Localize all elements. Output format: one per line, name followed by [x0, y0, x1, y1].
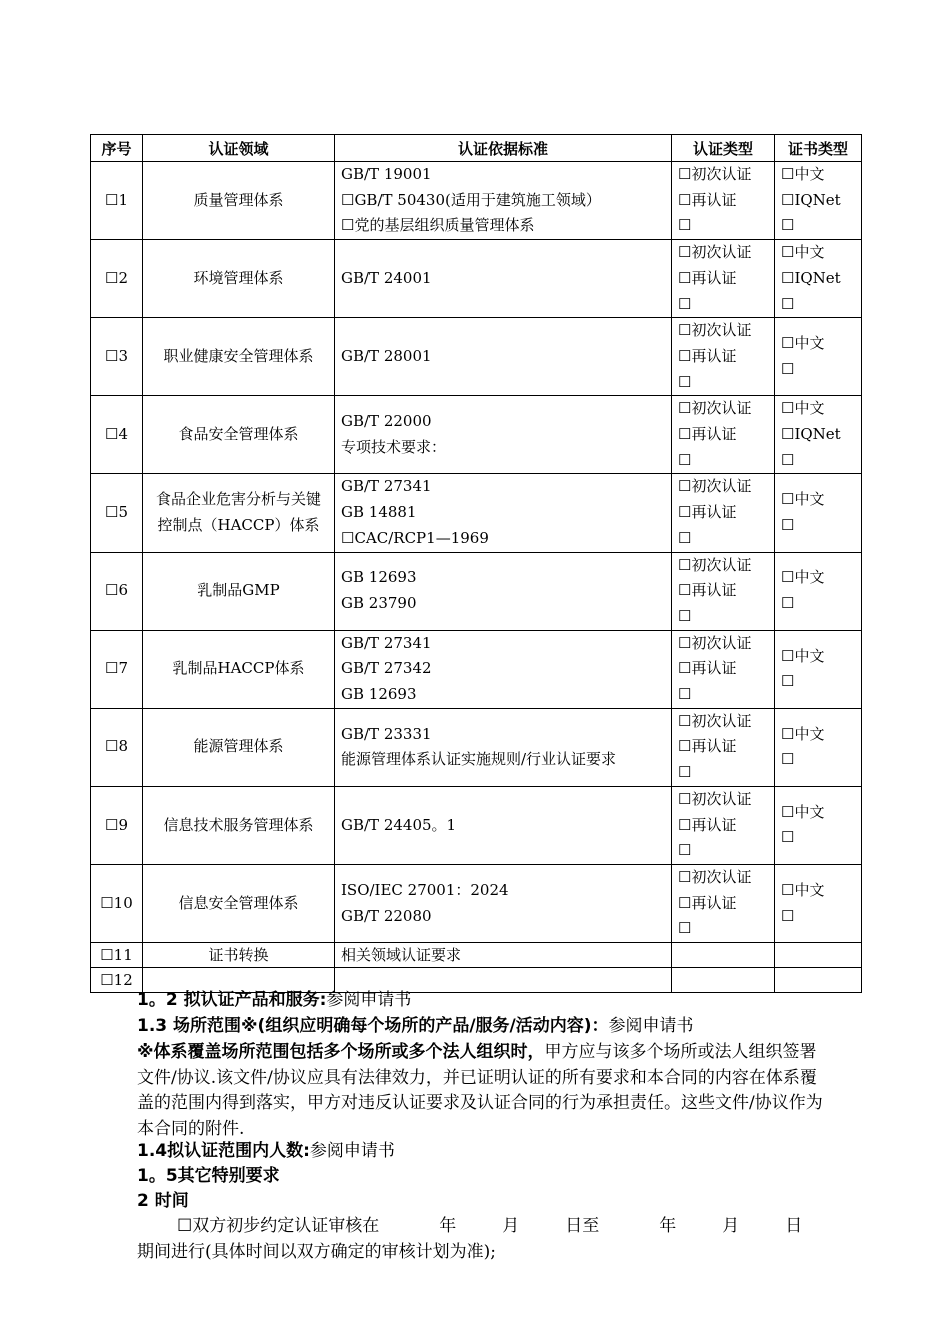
row-number-checkbox[interactable]: ☐9 — [91, 786, 143, 864]
cert-field: 食品安全管理体系 — [143, 396, 335, 474]
row-number-checkbox[interactable]: ☐12 — [91, 968, 143, 993]
section-1-4-value: 参阅申请书 — [309, 1141, 395, 1161]
table-row — [91, 630, 862, 708]
section-1-4 — [137, 1139, 827, 1165]
time-agreement-cont — [137, 1240, 827, 1266]
cert-standards — [335, 864, 672, 942]
section-2 — [137, 1189, 827, 1215]
certificate-type-checkbox[interactable]: ☐ — [781, 672, 795, 691]
multi-site-note — [137, 1040, 827, 1142]
cert-type-checkbox[interactable]: ☐ — [678, 919, 692, 938]
cert-type-checkbox[interactable]: ☐初次认证 — [678, 321, 752, 340]
time-year-2: 年 — [659, 1216, 677, 1236]
certificate-type-checkbox[interactable]: ☐ — [781, 359, 795, 378]
section-1-5-label: 1。5其它特别要求 — [137, 1166, 280, 1186]
cert-type-checkbox[interactable]: ☐ — [678, 606, 692, 625]
cert-type-options — [672, 474, 775, 552]
standard-line: ☐CAC/RCP1—1969 — [341, 528, 489, 547]
standard-line: GB 23790 — [341, 594, 417, 613]
cert-type-options — [672, 786, 775, 864]
table-row — [91, 708, 862, 786]
row-number-checkbox[interactable]: ☐10 — [91, 864, 143, 942]
certificate-type-checkbox[interactable]: ☐中文 — [781, 646, 825, 665]
certificate-type-checkbox[interactable]: ☐ — [781, 216, 795, 235]
table-header-row — [91, 135, 862, 162]
cert-type-checkbox[interactable]: ☐再认证 — [678, 581, 737, 600]
standard-line: 能源管理体系认证实施规则/行业认证要求 — [341, 750, 617, 769]
certificate-type-options — [775, 474, 862, 552]
certificate-type-checkbox[interactable]: ☐中文 — [781, 490, 825, 509]
header-field: 认证领域 — [143, 135, 335, 162]
certificate-type-checkbox[interactable]: ☐ — [781, 906, 795, 925]
row-number-checkbox[interactable]: ☐7 — [91, 630, 143, 708]
table-row — [91, 240, 862, 318]
header-certificate-type: 证书类型 — [775, 135, 862, 162]
standard-line: GB/T 22000 — [341, 412, 432, 431]
certificate-type-checkbox[interactable]: ☐中文 — [781, 243, 825, 262]
certificate-type-options — [775, 396, 862, 474]
certificate-type-options — [775, 708, 862, 786]
time-year-1: 年 — [439, 1216, 457, 1236]
standard-line: GB/T 19001 — [341, 165, 432, 183]
cert-type-checkbox[interactable]: ☐再认证 — [678, 659, 737, 678]
cert-type-checkbox[interactable]: ☐初次认证 — [678, 711, 752, 730]
standard-line: GB/T 27341 — [341, 477, 432, 496]
cert-type-checkbox[interactable]: ☐ — [678, 528, 692, 547]
cert-type-checkbox[interactable]: ☐ — [678, 841, 692, 860]
standard-line: GB/T 24001 — [341, 268, 432, 287]
cert-type-checkbox[interactable]: ☐ — [678, 685, 692, 704]
cert-type-checkbox[interactable]: ☐再认证 — [678, 268, 737, 287]
certificate-type-checkbox[interactable]: ☐中文 — [781, 399, 825, 418]
cert-field: 环境管理体系 — [143, 240, 335, 318]
section-1-3-label: 1.3 场所范围※(组织应明确每个场所的产品/服务/活动内容)： — [137, 1016, 609, 1036]
cert-type-options — [672, 318, 775, 396]
cert-standards — [335, 240, 672, 318]
cert-type-options — [672, 708, 775, 786]
row-number-checkbox[interactable]: ☐2 — [91, 240, 143, 318]
certificate-type-checkbox[interactable]: ☐IQNet — [781, 190, 841, 209]
cert-type-options — [672, 943, 775, 968]
certificate-type-checkbox[interactable]: ☐中文 — [781, 880, 825, 899]
table-row — [91, 786, 862, 864]
time-agreement-checkbox-text[interactable]: ☐双方初步约定认证审核在 — [177, 1216, 380, 1236]
cert-standards — [335, 552, 672, 630]
cert-type-checkbox[interactable]: ☐再认证 — [678, 893, 737, 912]
standard-line: GB 12693 — [341, 685, 417, 704]
standard-line: GB/T 27342 — [341, 659, 432, 678]
certificate-type-options — [775, 630, 862, 708]
cert-standards — [335, 162, 672, 240]
cert-field: 职业健康安全管理体系 — [143, 318, 335, 396]
cert-type-options — [672, 552, 775, 630]
time-day-to: 日至 — [565, 1216, 600, 1236]
standard-line: GB/T 27341 — [341, 633, 432, 652]
standard-line: ISO/IEC 27001：2024 — [341, 880, 509, 899]
certificate-type-checkbox[interactable]: ☐中文 — [781, 724, 825, 743]
standard-line: ☐GB/T 50430(适用于建筑施工领域） — [341, 190, 601, 209]
row-number-checkbox[interactable]: ☐3 — [91, 318, 143, 396]
certificate-type-options — [775, 943, 862, 968]
row-number-checkbox[interactable]: ☐11 — [91, 943, 143, 968]
cert-type-checkbox[interactable]: ☐初次认证 — [678, 555, 752, 574]
certificate-type-checkbox[interactable]: ☐IQNet — [781, 425, 841, 444]
time-agreement — [137, 1214, 827, 1240]
standard-line: GB/T 24405。1 — [341, 815, 457, 834]
cert-standards — [335, 630, 672, 708]
time-month-1: 月 — [502, 1216, 520, 1236]
cert-type-checkbox[interactable]: ☐再认证 — [678, 346, 737, 365]
row-number-checkbox[interactable]: ☐6 — [91, 552, 143, 630]
cert-field: 信息安全管理体系 — [143, 864, 335, 942]
row-number-checkbox[interactable]: ☐5 — [91, 474, 143, 552]
time-agreement-post: 期间进行(具体时间以双方确定的审核计划为准); — [137, 1242, 496, 1262]
cert-field: 能源管理体系 — [143, 708, 335, 786]
standard-line: GB/T 28001 — [341, 346, 432, 365]
table-row — [91, 396, 862, 474]
table-row — [91, 864, 862, 942]
cert-type-options — [672, 162, 775, 240]
header-no: 序号 — [91, 135, 143, 162]
certificate-type-checkbox[interactable]: ☐ — [781, 750, 795, 769]
cert-standards — [335, 318, 672, 396]
section-2-label: 2 时间 — [137, 1191, 189, 1211]
section-1-3-value: 参阅申请书 — [608, 1016, 694, 1036]
section-1-2-value: 参阅申请书 — [326, 990, 412, 1010]
time-day-2: 日 — [785, 1216, 803, 1236]
cert-type-checkbox[interactable]: ☐再认证 — [678, 737, 737, 756]
header-cert-type: 认证类型 — [672, 135, 775, 162]
cert-standards — [335, 474, 672, 552]
cert-type-checkbox[interactable]: ☐ — [678, 372, 692, 391]
cert-type-options — [672, 396, 775, 474]
header-standard: 认证依据标准 — [335, 135, 672, 162]
certificate-type-checkbox[interactable]: ☐ — [781, 450, 795, 469]
cert-type-checkbox[interactable]: ☐初次认证 — [678, 165, 752, 183]
row-number-checkbox[interactable]: ☐1 — [91, 162, 143, 240]
certificate-type-checkbox[interactable]: ☐中文 — [781, 568, 825, 587]
section-1-3 — [137, 1014, 827, 1040]
certificate-type-checkbox[interactable]: ☐ — [781, 515, 795, 534]
certificate-type-checkbox[interactable]: ☐ — [781, 594, 795, 613]
section-1-4-label: 1.4拟认证范围内人数: — [137, 1141, 310, 1161]
certificate-type-checkbox[interactable]: ☐ — [781, 294, 795, 313]
certificate-type-options — [775, 552, 862, 630]
certification-table — [90, 134, 862, 993]
standard-line: 专项技术要求： — [341, 437, 447, 456]
certificate-type-checkbox[interactable]: ☐中文 — [781, 802, 825, 821]
certificate-type-options — [775, 162, 862, 240]
cert-standards — [335, 396, 672, 474]
cert-type-checkbox[interactable]: ☐再认证 — [678, 503, 737, 522]
cert-type-checkbox[interactable]: ☐初次认证 — [678, 477, 752, 496]
cert-type-checkbox[interactable]: ☐初次认证 — [678, 399, 752, 418]
section-1-2 — [137, 988, 827, 1014]
cert-type-checkbox[interactable]: ☐再认证 — [678, 425, 737, 444]
row-number-checkbox[interactable]: ☐4 — [91, 396, 143, 474]
cert-field: 信息技术服务管理体系 — [143, 786, 335, 864]
certificate-type-checkbox[interactable]: ☐中文 — [781, 334, 825, 353]
section-1-2-label: 1。2 拟认证产品和服务: — [137, 990, 327, 1010]
certificate-type-checkbox[interactable]: ☐中文 — [781, 165, 825, 183]
table-row — [91, 162, 862, 240]
section-1-5 — [137, 1164, 827, 1190]
standard-line: GB 12693 — [341, 568, 417, 587]
cert-type-checkbox[interactable]: ☐初次认证 — [678, 867, 752, 886]
certificate-type-options — [775, 318, 862, 396]
standard-line: ☐党的基层组织质量管理体系 — [341, 216, 535, 235]
time-month-2: 月 — [722, 1216, 740, 1236]
certificate-type-options — [775, 240, 862, 318]
cert-field: 乳制品HACCP体系 — [143, 630, 335, 708]
cert-type-checkbox[interactable]: ☐初次认证 — [678, 633, 752, 652]
cert-type-checkbox[interactable]: ☐ — [678, 763, 692, 782]
cert-type-checkbox[interactable]: ☐再认证 — [678, 190, 737, 209]
cert-standards — [335, 708, 672, 786]
certificate-type-checkbox[interactable]: ☐IQNet — [781, 268, 841, 287]
standard-line: 相关领域认证要求 — [341, 946, 462, 965]
cert-type-checkbox[interactable]: ☐初次认证 — [678, 789, 752, 808]
cert-field: 乳制品GMP — [143, 552, 335, 630]
cert-type-checkbox[interactable]: ☐ — [678, 294, 692, 313]
standard-line: GB/T 23331 — [341, 724, 432, 743]
multi-site-note-label: ※体系覆盖场所范围包括多个场所或多个法人组织时， — [137, 1042, 545, 1062]
standard-line: GB/T 22080 — [341, 906, 432, 925]
cert-field: 食品企业危害分析与关键控制点（HACCP）体系 — [143, 474, 335, 552]
row-number-checkbox[interactable]: ☐8 — [91, 708, 143, 786]
cert-standards — [335, 943, 672, 968]
certificate-type-options — [775, 786, 862, 864]
cert-type-checkbox[interactable]: ☐ — [678, 216, 692, 235]
table-row — [91, 943, 862, 968]
certificate-type-checkbox[interactable]: ☐ — [781, 828, 795, 847]
table-row — [91, 552, 862, 630]
cert-type-options — [672, 864, 775, 942]
table-row — [91, 474, 862, 552]
standard-line: GB 14881 — [341, 503, 417, 522]
cert-field: 质量管理体系 — [143, 162, 335, 240]
cert-standards — [335, 786, 672, 864]
multi-site-note-text: 甲方应与该多个场所或法人组织签署文件/协议.该文件/协议应具有法律效力，并已证明认证的所有要求和本合同的内容在体系覆盖的范围内得到落实，甲方对违反认证要求及认证合同的行为承担责任。这些文件/协议作为本合同的附件. — [137, 1042, 823, 1139]
cert-type-options — [672, 240, 775, 318]
certificate-type-options — [775, 864, 862, 942]
table-body — [91, 162, 862, 993]
table-row — [91, 318, 862, 396]
cert-field: 证书转换 — [143, 943, 335, 968]
cert-type-options — [672, 630, 775, 708]
cert-type-checkbox[interactable]: ☐ — [678, 450, 692, 469]
cert-type-checkbox[interactable]: ☐再认证 — [678, 815, 737, 834]
cert-type-checkbox[interactable]: ☐初次认证 — [678, 243, 752, 262]
